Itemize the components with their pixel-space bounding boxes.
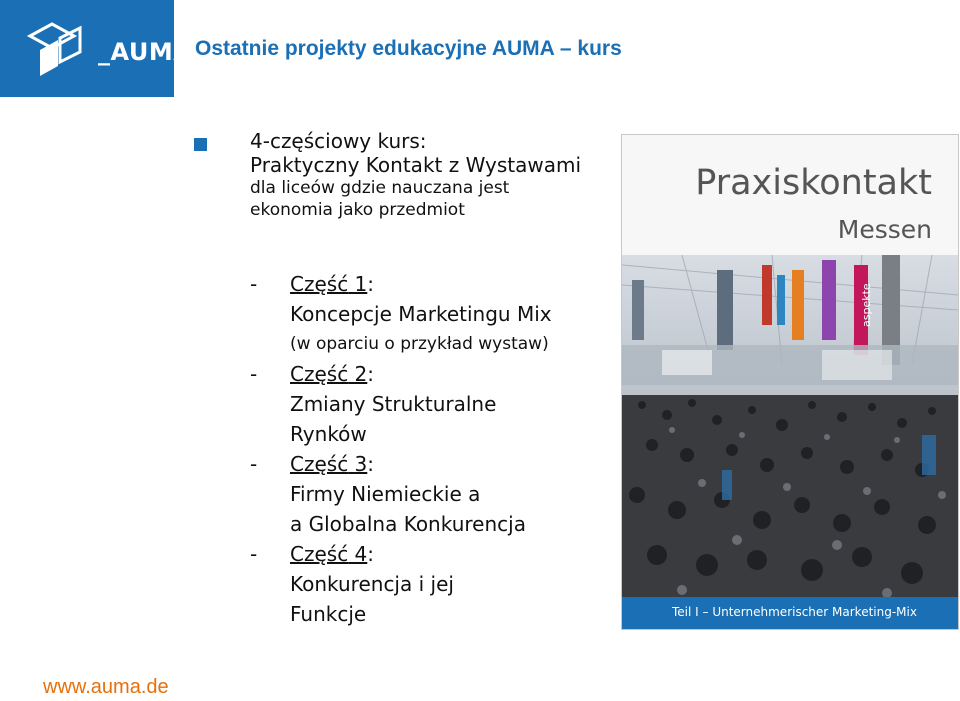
part-note: (w oparciu o przykład wystaw) — [290, 334, 549, 354]
auma-logo — [0, 0, 193, 97]
part-label: Część 4 — [290, 542, 368, 566]
bullet-square-icon — [194, 138, 207, 151]
part-line: Rynków — [290, 422, 367, 446]
list-item-part-2 — [250, 359, 610, 449]
trade-fair-crowd-photo — [622, 255, 958, 597]
book-cover-header — [622, 135, 958, 255]
intro-line-2: Praktyczny Kontakt z Wystawami — [250, 153, 582, 177]
intro-line-1: 4-częściowy kurs: — [250, 129, 427, 153]
part-line: Konkurencja i jej — [290, 572, 454, 596]
dash: - — [250, 362, 258, 386]
part-line: Funkcje — [290, 602, 367, 626]
part-line: Koncepcje Marketingu Mix — [290, 302, 552, 326]
list-item-part-3 — [250, 449, 610, 539]
intro-line-4: ekonomia jako przedmiot — [250, 200, 465, 220]
intro-line-3: dla liceów gdzie nauczana jest — [250, 178, 510, 198]
list-item-part-1 — [250, 269, 610, 359]
dash: - — [250, 272, 258, 296]
book-cover-band — [622, 597, 958, 629]
banner-text-right: aspekte — [860, 283, 873, 327]
page-title: Ostatnie projekty edukacyjne AUMA – kurs — [195, 37, 622, 60]
part-line: Firmy Niemieckie a — [290, 482, 481, 506]
book-band-text: Teil I – Unternehmerischer Marketing-Mix — [672, 605, 917, 619]
dash: - — [250, 542, 258, 566]
part-heading: Część 4: — [290, 542, 375, 566]
part-heading: Część 2: — [290, 362, 375, 386]
footer-url[interactable]: www.auma.de — [43, 676, 169, 698]
course-parts-list — [250, 269, 610, 629]
part-line: Zmiany Strukturalne — [290, 392, 497, 416]
list-item-part-4 — [250, 539, 610, 629]
part-heading: Część 1: — [290, 272, 375, 296]
logo-text: _AUMA — [98, 38, 193, 66]
part-heading: Część 3: — [290, 452, 375, 476]
part-label: Część 3 — [290, 452, 368, 476]
book-subtitle: Messen — [837, 215, 932, 244]
intro-block — [250, 129, 630, 221]
part-line: a Globalna Konkurencja — [290, 512, 526, 536]
dash: - — [250, 452, 258, 476]
part-label: Część 2 — [290, 362, 368, 386]
part-label: Część 1 — [290, 272, 368, 296]
book-title: Praxiskontakt — [695, 163, 932, 203]
book-cover-image — [621, 134, 959, 630]
